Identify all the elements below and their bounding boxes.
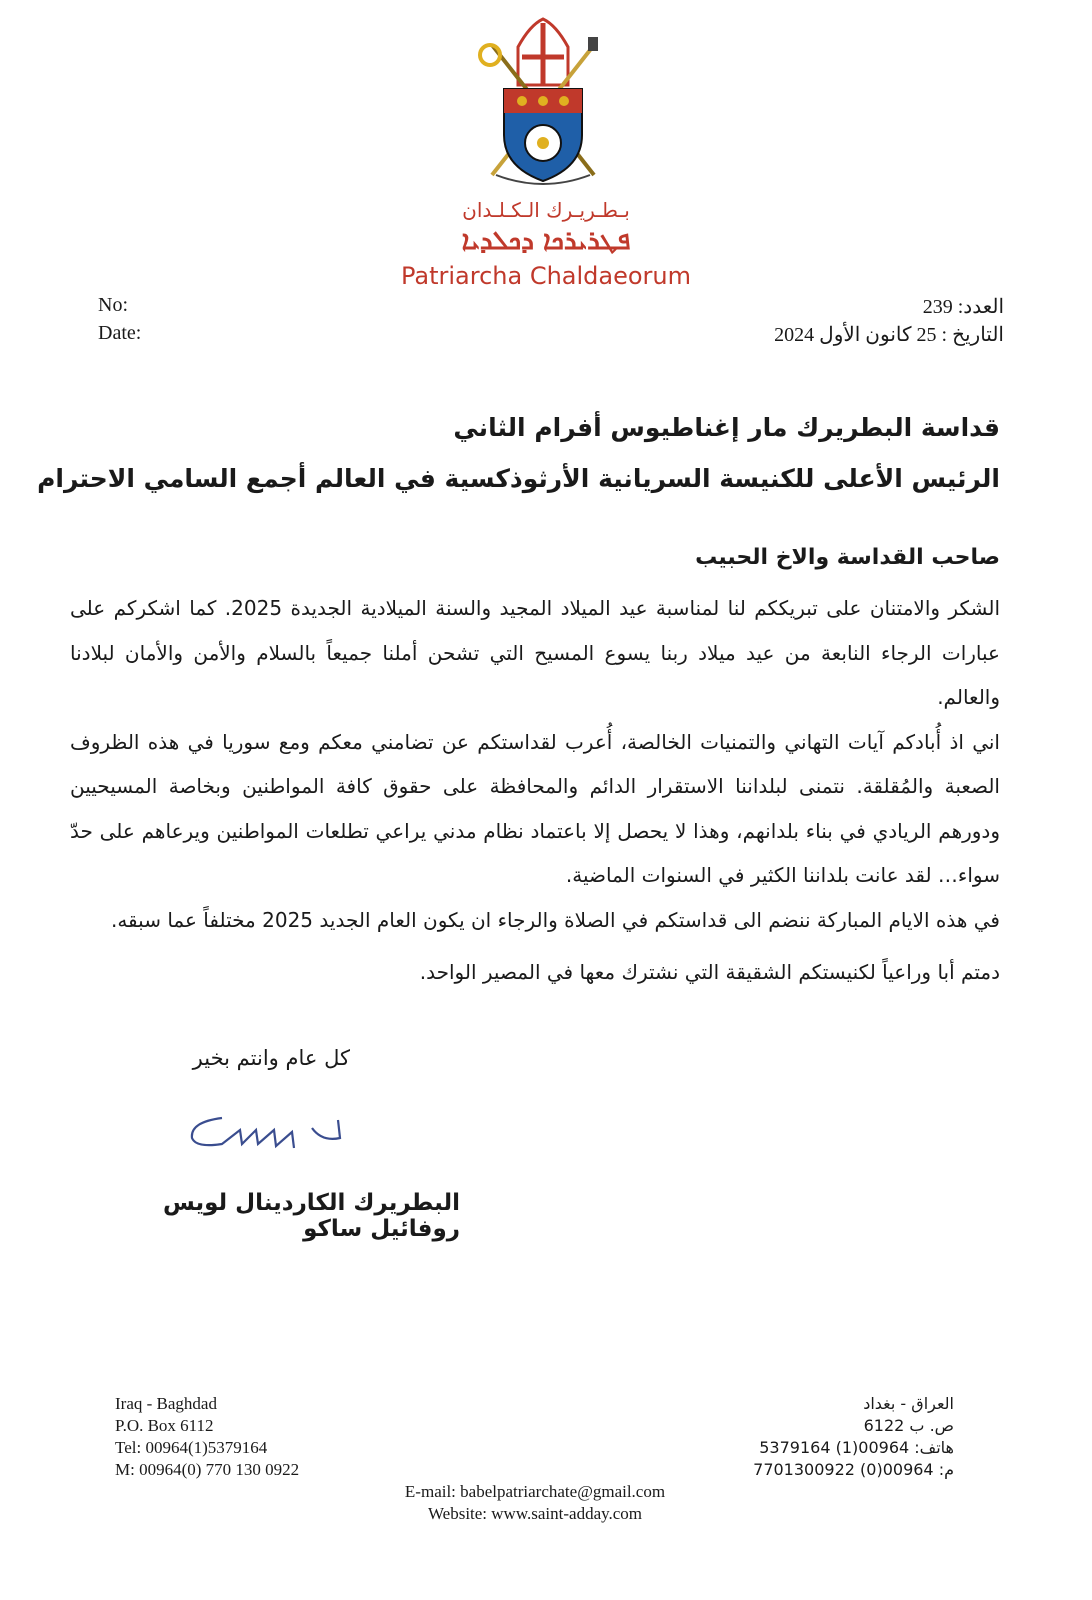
letterhead-syriac-name: ܦܛܪܝܪܟܐ ܕܟܠܕܝܐ (461, 226, 631, 256)
reference-number: العدد: 239 (922, 296, 1004, 318)
footer-en-line-1: Iraq - Baghdad (115, 1394, 217, 1413)
greeting: صاحب القداسة والاخ الحبيب (695, 545, 1000, 570)
signature (182, 1108, 352, 1156)
footer-en-line-4: M: 00964(0) 770 130 0922 (115, 1460, 300, 1479)
body-paragraph-1: الشكر والامتنان على تبريككم لنا لمناسبة عيد الميلاد المجيد والسنة الميلادية الجديدة 2025. كما اشكركم على عبارات الرجاء النابعة من عيد ميلاد ربنا يسوع المسيح التي تشحن أملنا جميعاً بالسلام والأمن والأمان لبلادنا والعالم. (70, 596, 1000, 709)
footer-en-line-3: Tel: 00964(1)5379164 (115, 1438, 268, 1457)
no-label: No: (98, 294, 128, 316)
signer-name: البطريرك الكاردينال لويس روفائيل ساكو (162, 1190, 460, 1242)
footer-arabic-address (753, 1393, 954, 1481)
footer-ar-line-2: ص. ب 6122 (863, 1416, 954, 1435)
footer-ar-line-3: هاتف: 00964(1) 5379164 (759, 1438, 954, 1457)
footer-english-address (115, 1393, 299, 1481)
footer-en-line-2: P.O. Box 6112 (115, 1416, 214, 1435)
body-paragraph-4: دمتم أبا وراعياً لكنيستكم الشقيقة التي نشترك معها في المصير الواحد. (419, 960, 1000, 984)
date-label: Date: (98, 322, 142, 344)
body-paragraph-3: في هذه الايام المباركة ننضم الى قداستكم في الصلاة والرجاء ان يكون العام الجديد 2025 مختلفاً عما سبقه. (110, 907, 1000, 932)
footer-email[interactable]: E-mail: babelpatriarchate@gmail.com (404, 1482, 666, 1501)
footer-ar-line-1: العراق - بغداد (863, 1394, 954, 1413)
reference-date: التاريخ : 25 كانون الأول 2024 (774, 324, 1004, 346)
footer-contact (300, 1481, 770, 1525)
addressee-line-2: الرئيس الأعلى للكنيسة السريانية الأرثوذكسية في العالم أجمع السامي الاحترام (37, 464, 1000, 493)
patriarchate-emblem (470, 15, 616, 191)
letterhead-arabic-name: بـطـريـرك الـكـلـدان (462, 198, 630, 222)
addressee-line-1: قداسة البطريرك مار إغناطيوس أفرام الثاني (453, 413, 1000, 442)
closing-wish: كل عام وانتم بخير (192, 1046, 350, 1070)
letterhead-latin-name: Patriarcha Chaldaeorum (400, 262, 692, 290)
letter-body (70, 586, 1000, 995)
body-paragraph-2: اني اذ أُبادكم آيات التهاني والتمنيات الخالصة، أُعرب لقداستكم عن تضامني معكم ومع سوريا في هذه الظروف الصعبة والمُقلقة. نتمنى لبلداننا الاستقرار الدائم والمحافظة على حقوق كافة المواطنين وبخاصة المسيحيين ودورهم الريادي في بناء بلدانهم، وهذا لا يحصل إلا باعتماد نظام مدني يراعي تطلعات المواطنين ويرعاهم على حدّ سواء… لقد عانت بلداننا الكثير في السنوات الماضية. (70, 729, 1000, 887)
footer-website[interactable]: Website: www.saint-adday.com (427, 1504, 643, 1523)
footer-ar-line-4: م: 00964(0) 7701300922 (753, 1460, 954, 1479)
